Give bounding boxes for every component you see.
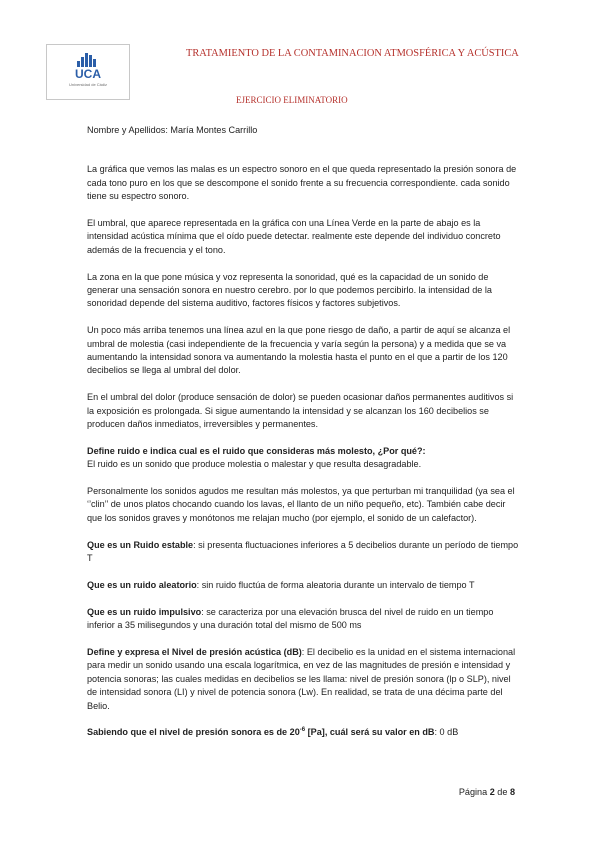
paragraph-threshold: El umbral, que aparece representada en la gráfica con una Línea Verde en la parte de abajo es la intensidad acústica mínima que el oído puede detectar. realmente este depende del individuo concreto además de la frecuencia y el tono. (87, 218, 501, 255)
question-pressure-level: Define y expresa el Nivel de presión acústica (dB) (87, 646, 302, 657)
answer-noise-opinion: Personalmente los sonidos agudos me resultan más molestos, ya que perturban mi tranquilidad (ya sea el ‘’clin’’ de unos platos chocando cuando los lavas, el llanto de un niño pequeño, etc). También cabe decir que los sonidos graves y monótonos me relajan mucho (por ejemplo, el sonido de un calefactor). (87, 486, 515, 523)
answer-stable-noise: : si presenta fluctuaciones inferiores a 5 decibelios durante un período de tiempo T (87, 539, 519, 564)
name-line: Nombre y Apellidos: María Montes Carrillo (87, 125, 258, 135)
question-block-noise (87, 445, 519, 472)
question-noise-definition: Define ruido e indica cual es el ruido que consideras más molesto, ¿Por qué?: (87, 445, 426, 456)
document-subtitle: EJERCICIO ELIMINATORIO (236, 95, 348, 105)
paragraph-spectrum: La gráfica que vemos las malas es un espectro sonoro en el que queda representado la presión sonora de cada tono puro en los que se descompone el sonido frente a su frecuencia correspondiente. cada sonido tiene su espectro sonoro. (87, 164, 517, 202)
logo-text: UCA (75, 67, 101, 81)
logo-emblem-icon (77, 51, 99, 67)
university-logo (46, 44, 130, 100)
paragraph-pain-threshold: En el umbral del dolor (produce sensación de dolor) se pueden ocasionar daños permanentes auditivos si la exposición es prolongada. Si sigue aumentando la intensidad y se alcanzan los 160 decibelios se producen daños inmediatos, irreversibles y permanentes. (87, 392, 514, 430)
page-number: Página 2 de 8 (458, 787, 515, 797)
logo-subtext: Universidad de Cádiz (68, 82, 108, 87)
document-body (87, 124, 519, 753)
question-db-value: Sabiendo que el nivel de presión sonora es de $20^{-6}$ [Pa], cuál será su valor en dB (87, 727, 435, 738)
question-random-noise: Que es un ruido aleatorio (87, 579, 197, 590)
question-block-pressure-level (87, 646, 519, 713)
question-block-stable-noise (87, 539, 519, 566)
question-stable-noise: Que es un Ruido estable (87, 539, 194, 550)
answer-db-value: : 0 dB (434, 727, 459, 738)
question-block-impulsive-noise (87, 606, 519, 633)
paragraph-loudness: La zona en la que pone música y voz representa la sonoridad, qué es la capacidad de un sonido de generar una sensación sonora en nuestro cerebro. por lo que podemos percibirlo. la intensidad de la sonoridad depende del sistema auditivo, factores físicos y factores subjetivos. (87, 271, 492, 309)
answer-pressure-level: : El decibelio es la unidad en el sistema internacional para medir un sonido usando una escala logarítmica, en vez de las magnitudes de presión e intensidad y potencia sonoras; las cuales medidas en decibelios se les llama: nivel de presión sonora (lp o SLP), nivel de intensidad sonora (LI) y nivel de potencia sonora (Lw). En realidad, se trata de una décima parte del Belio. (87, 646, 516, 711)
answer-random-noise: : sin ruido fluctúa de forma aleatoria durante un intervalo de tiempo T (196, 579, 475, 590)
paragraph-discomfort: Un poco más arriba tenemos una línea azul en la que pone riesgo de daño, a partir de aquí se alcanza el umbral de molestia (casi independiente de la frecuencia y varía según la persona) y a medida que se va aumentando la intensidad sonora va aumentando la molestia hasta el punto en el que a partir de los 120 decibelios se llega al umbral del dolor. (87, 325, 511, 376)
question-block-random-noise (87, 579, 519, 592)
page-header-title: TRATAMIENTO DE LA CONTAMINACION ATMOSFÉRICA Y ACÚSTICA (186, 48, 519, 59)
question-block-db-value (87, 726, 519, 739)
answer-impulsive-noise: : se caracteriza por una elevación brusca del nivel de ruido en un tiempo inferior a 35 milisegundos y una duración total del mismo de 500 ms (87, 606, 494, 631)
answer-noise-definition: El ruido es un sonido que produce molestia o malestar y que resulta desagradable. (87, 459, 422, 470)
question-impulsive-noise: Que es un ruido impulsivo (87, 606, 202, 617)
